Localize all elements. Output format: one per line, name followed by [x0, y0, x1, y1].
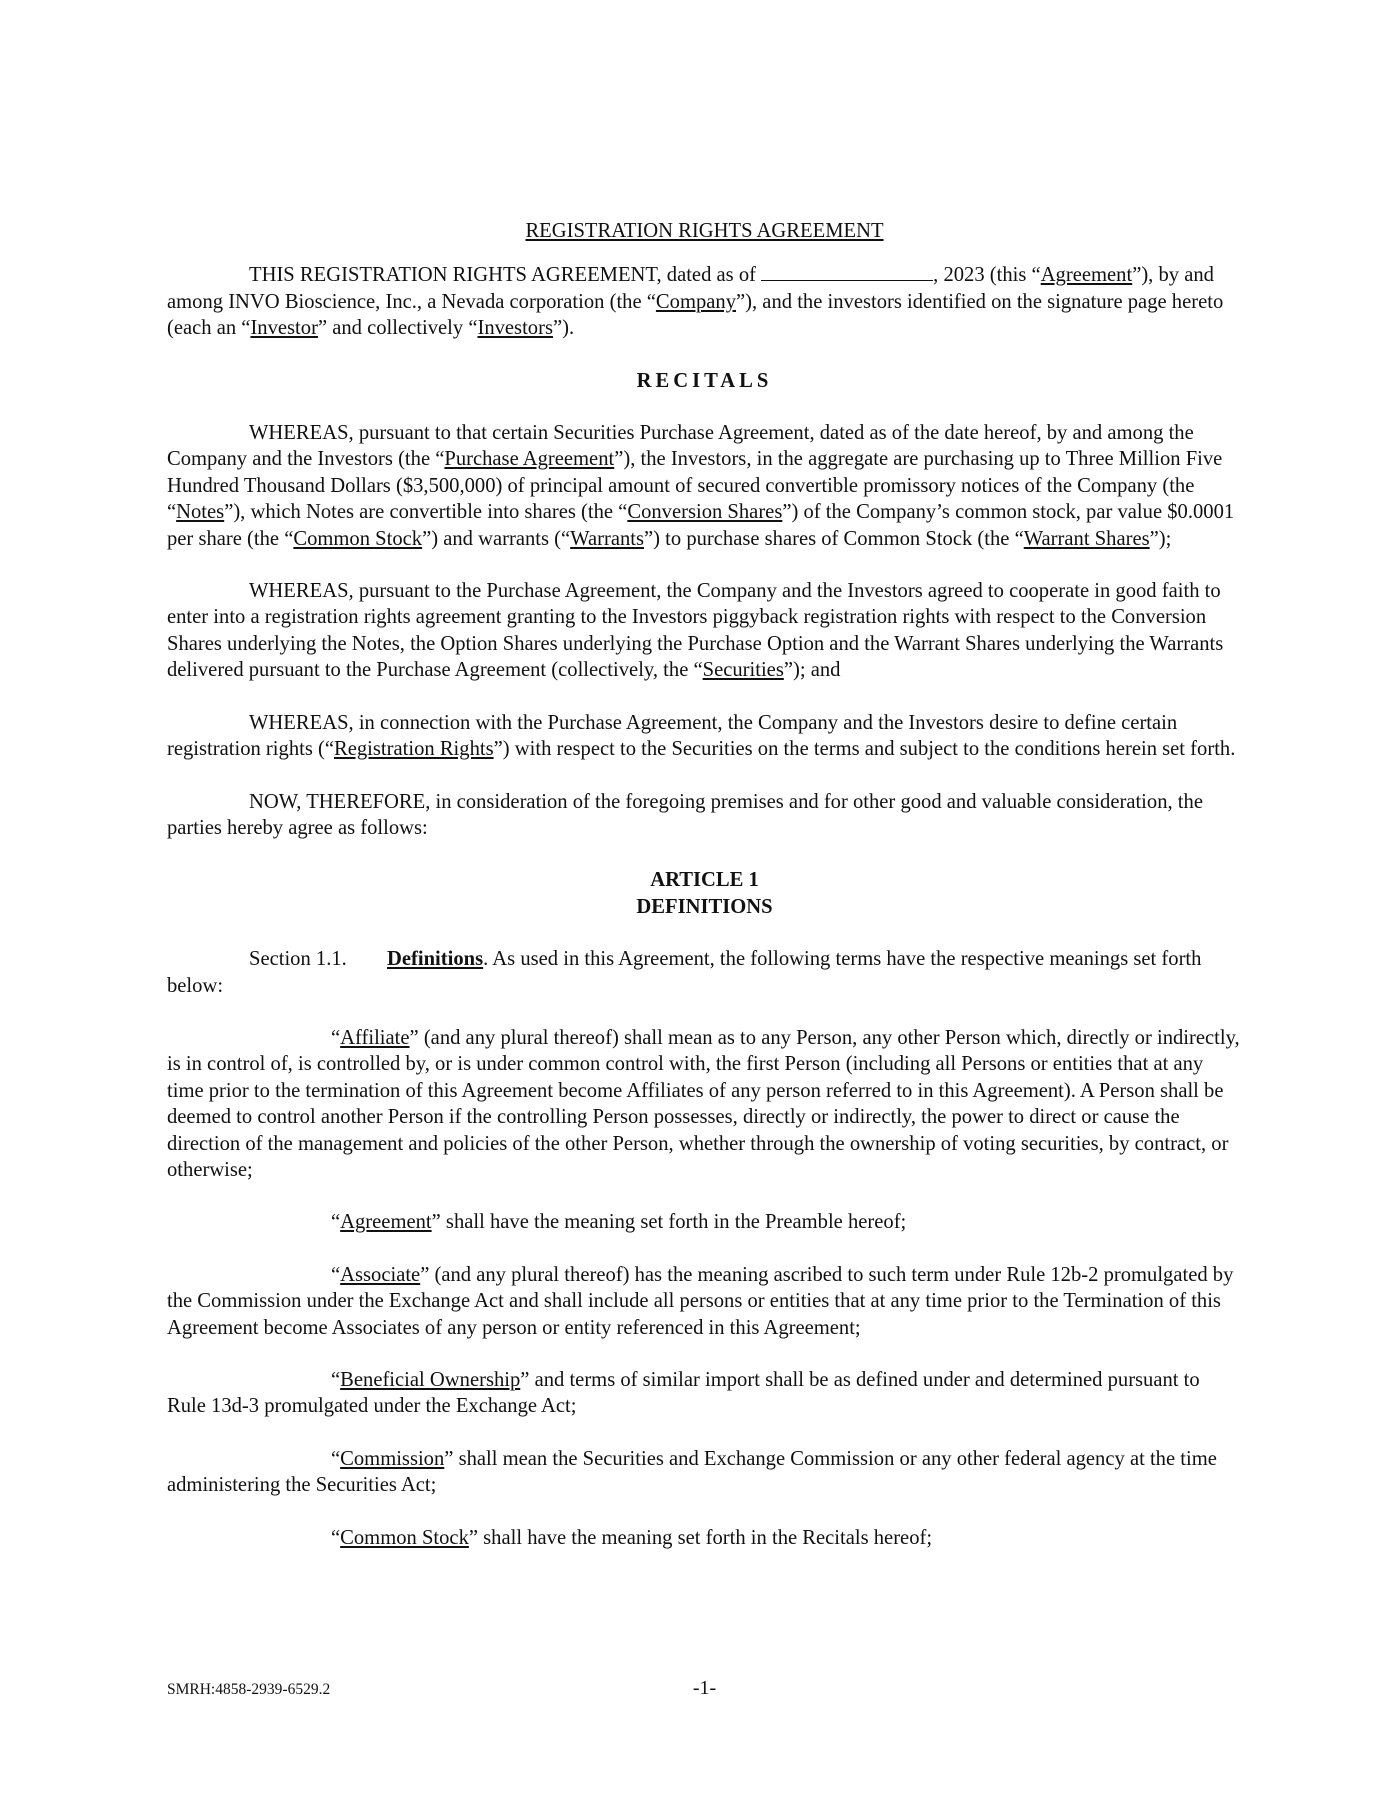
defined-term: Agreement — [1040, 264, 1133, 287]
quote-mark: “ — [331, 1369, 341, 1391]
recital-text: ”) of the Company’s common stock, par value $0.0001 per share (the “ — [167, 501, 1235, 550]
definition-text: ” (and any plural thereof) shall mean as to any Person, any other Person which, directly or indirectly, is in control of, is controlled by, or is under common control with, the first Person (including all Persons or entities that at any time prior to the termination of this Agreement become Affiliates of any person referred to in this Agreement). A Person shall be deemed to control another Person if the controlling Person possesses, directly or indirectly, the power to direct or cause the direction of the management and policies of the other Person, whether through the ownership of voting securities, by contract, or otherwise; — [167, 1026, 1240, 1181]
preamble-text: , 2023 (this “ — [933, 264, 1041, 287]
definition-text: ” and terms of similar import shall be as defined under and determined pursuant to Rule 13d-3 promulgated under the Exchange Act; — [167, 1369, 1200, 1418]
definition-term: Affiliate — [340, 1026, 410, 1049]
recital-paragraph-3 — [167, 710, 1242, 763]
recital-text: ”); and — [783, 659, 841, 682]
defined-term: Warrant Shares — [1023, 527, 1150, 550]
recitals-heading: RECITALS — [636, 369, 773, 392]
recital-text: ”) to purchase shares of Common Stock (the “ — [644, 527, 1024, 550]
defined-term: Securities — [702, 659, 784, 682]
defined-term: Investor — [250, 317, 318, 340]
defined-term: Company — [655, 290, 737, 313]
defined-term: Investors — [477, 317, 553, 340]
defined-term: Conversion Shares — [627, 501, 783, 524]
defined-term: Common Stock — [293, 527, 423, 550]
quote-mark: “ — [331, 1263, 341, 1286]
recital-text: WHEREAS, in connection with the Purchase Agreement, the Company and the Investors desire to define certain registration rights (“ — [167, 711, 1178, 761]
definition-commission — [167, 1446, 1242, 1499]
preamble-text: ”). — [552, 317, 575, 340]
document-title: REGISTRATION RIGHTS AGREEMENT — [525, 220, 884, 242]
recital-text: WHEREAS, pursuant to the Purchase Agreement, the Company and the Investors agreed to cooperate in good faith to enter into a registration rights agreement granting to the Investors piggyback registration rights with respect to the Conversion Shares underlying the Notes, the Option Shares underlying the Purchase Option and the Warrant Shares underlying the Warrants delivered pursuant to the Purchase Agreement (collectively, the “ — [167, 580, 1224, 682]
definition-associate — [167, 1262, 1242, 1341]
quote-mark: “ — [331, 1447, 341, 1470]
defined-term: Purchase Agreement — [444, 448, 615, 471]
defined-term: Warrants — [570, 527, 644, 550]
section-text: . As used in this Agreement, the following terms have the respective meanings set forth below: — [167, 948, 1202, 997]
definition-term: Associate — [340, 1263, 421, 1286]
definition-text: ” (and any plural thereof) has the meaning ascribed to such term under Rule 12b-2 promulgated by the Commission under the Exchange Act and shall include all persons or entities that at any time prior to the Termination of this Agreement become Associates of any person or entity referenced in this Agreement; — [167, 1263, 1234, 1339]
defined-term: Registration Rights — [334, 738, 494, 761]
section-number: Section 1.1. — [249, 948, 347, 971]
preamble-text: ”), and the investors identified on the signature page hereto (each an “ — [167, 290, 1224, 340]
definition-term: Common Stock — [340, 1526, 469, 1549]
article-title: DEFINITIONS — [636, 895, 773, 918]
recital-paragraph-1 — [167, 420, 1242, 552]
section-1-1-paragraph — [167, 946, 1242, 999]
page-number: -1- — [692, 1677, 717, 1699]
quote-mark: “ — [331, 1526, 341, 1549]
defined-term: Notes — [176, 501, 225, 524]
section-heading: Definitions — [387, 948, 484, 971]
recital-text: ”), which Notes are convertible into shares (the “ — [224, 501, 628, 524]
quote-mark: “ — [331, 1026, 341, 1049]
recital-text: WHEREAS, pursuant to that certain Securities Purchase Agreement, dated as of the date hereof, by and among the Company and the Investors (the “ — [167, 422, 1194, 471]
now-therefore-paragraph: NOW, THEREFORE, in consideration of the foregoing premises and for other good and valuable consideration, the parties hereby agree as follows: — [167, 790, 1203, 839]
definition-common-stock — [167, 1525, 1242, 1551]
recital-text: ”) and warrants (“ — [422, 527, 571, 550]
definition-beneficial-ownership — [167, 1367, 1242, 1420]
quote-mark: “ — [331, 1211, 341, 1234]
preamble-text: ”), by and among INVO Bioscience, Inc., a Nevada corporation (the “ — [167, 264, 1214, 313]
article-heading — [167, 867, 1242, 920]
document-id: SMRH:4858-2939-6529.2 — [167, 1681, 331, 1698]
page-footer — [167, 1677, 1242, 1707]
definition-term: Agreement — [340, 1211, 432, 1234]
date-blank-line — [761, 262, 933, 281]
definition-text: ” shall mean the Securities and Exchange Commission or any other federal agency at the time administering the Securities Act; — [167, 1447, 1217, 1497]
recital-text: ”), the Investors, in the aggregate are purchasing up to Three Million Five Hundred Thousand Dollars ($3,500,000) of principal amount of secured convertible promissory notices of the Company (the “ — [167, 448, 1223, 524]
definition-agreement — [167, 1209, 1242, 1235]
preamble-text: THIS REGISTRATION RIGHTS AGREEMENT, dated as of — [249, 264, 762, 287]
definition-text: ” shall have the meaning set forth in the Recitals hereof; — [468, 1526, 933, 1549]
recital-paragraph-2 — [167, 578, 1242, 684]
recital-text: ”); — [1149, 527, 1172, 550]
definition-text: ” shall have the meaning set forth in the Preamble hereof; — [431, 1211, 907, 1234]
recital-text: ”) with respect to the Securities on the terms and subject to the conditions herein set forth. — [493, 738, 1236, 761]
definition-term: Beneficial Ownership — [340, 1369, 521, 1391]
document-body — [167, 218, 1242, 1577]
article-number: ARTICLE 1 — [650, 869, 759, 892]
preamble-paragraph — [167, 262, 1242, 341]
preamble-text: ” and collectively “ — [317, 317, 478, 340]
definition-term: Commission — [340, 1447, 445, 1470]
definition-affiliate — [167, 1025, 1242, 1183]
